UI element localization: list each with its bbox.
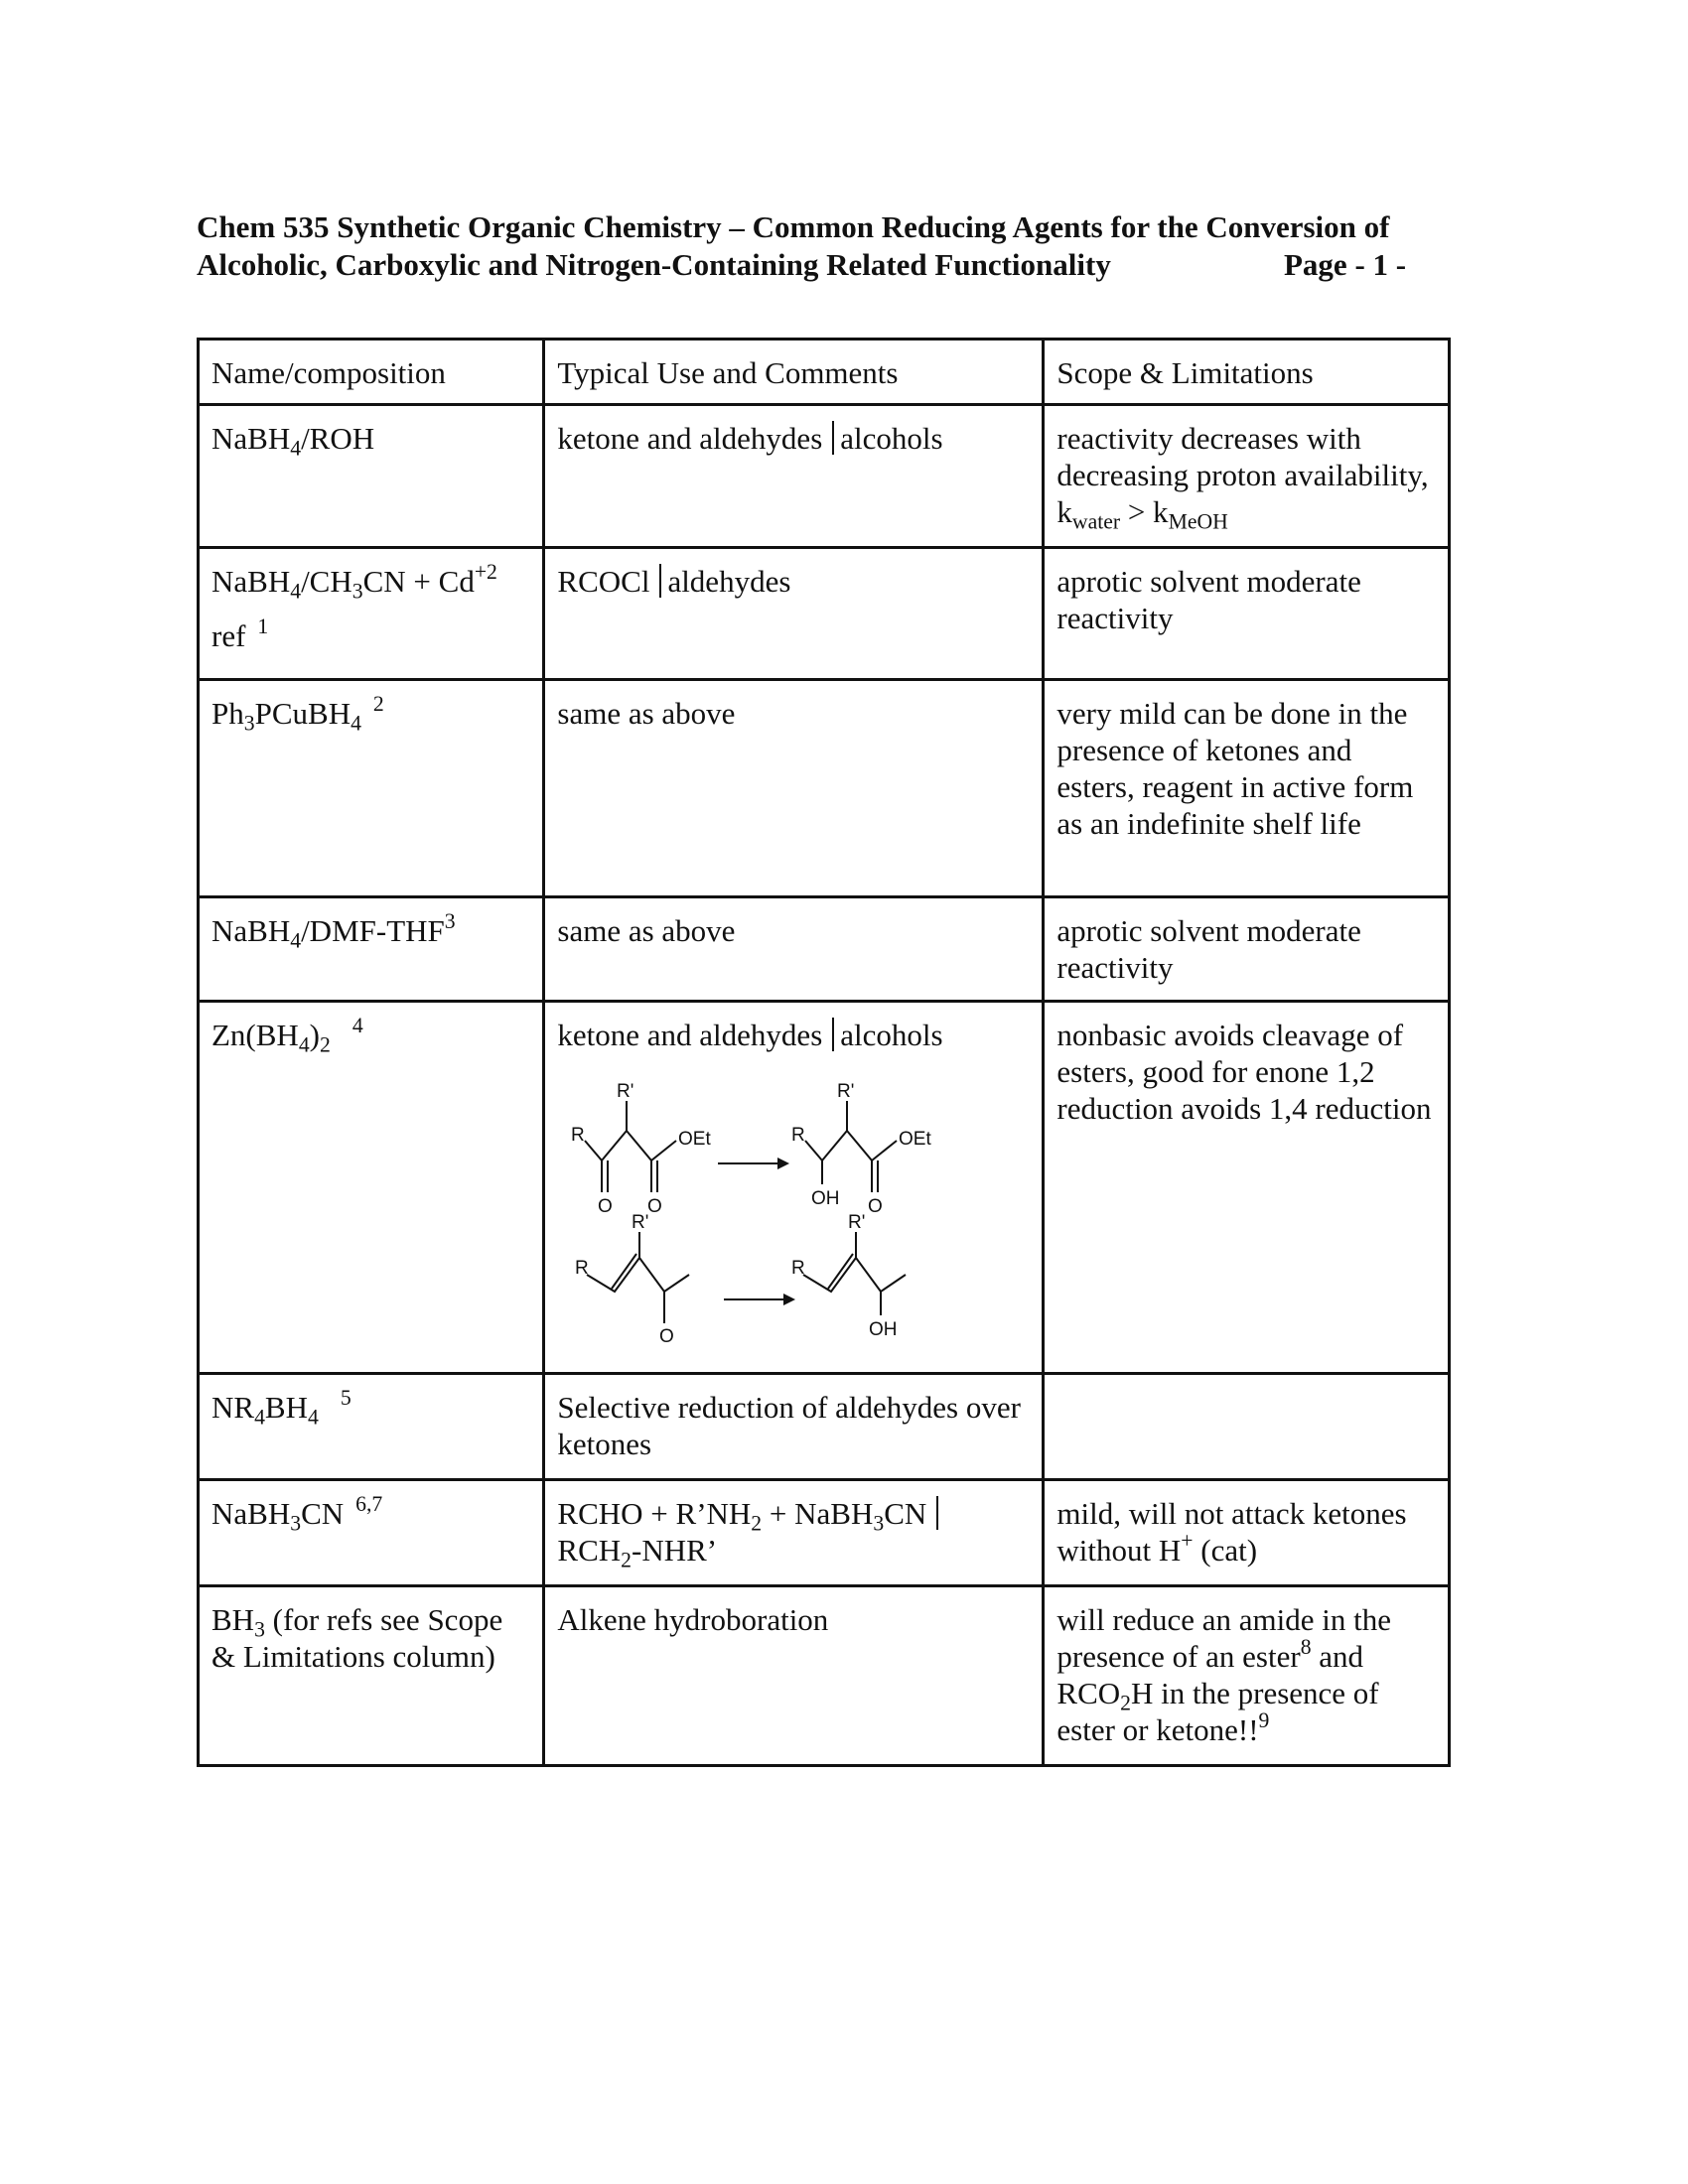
scope-cell: very mild can be done in the presence of ketones and esters, reagent in active form as an indefinite shelf life: [1044, 680, 1450, 897]
use-cell: Alkene hydroboration: [544, 1586, 1044, 1766]
table-row: [199, 548, 1450, 680]
scheme-label-rprime: R': [848, 1212, 866, 1233]
reagent-name-cell: NaBH$_4$/ROH: [199, 405, 544, 548]
page-number: Page - 1 -: [1284, 247, 1407, 282]
scheme-label-rprime: R': [632, 1212, 649, 1233]
scheme-label-r: R: [791, 1258, 806, 1279]
use-cell: RCOCl aldehydes: [544, 548, 1044, 680]
scheme-label-rprime: R': [617, 1081, 634, 1102]
conversion-bar: [936, 1496, 938, 1530]
reagent-name-cell: NaBH$_3$CN $^{6,7}$: [199, 1480, 544, 1586]
scheme-label-o: O: [659, 1326, 675, 1347]
scheme-label-o: O: [647, 1196, 663, 1217]
use-cell: same as above: [544, 680, 1044, 897]
conversion-bar: [659, 564, 661, 598]
table-row: [199, 1480, 1450, 1586]
table-header-row: [199, 340, 1450, 405]
header-title-line-2: Alcoholic, Carboxylic and Nitrogen-Containing Related Functionality: [197, 247, 1111, 282]
scheme-label-oet: OEt: [899, 1129, 932, 1150]
use-cell: Selective reduction of aldehydes over ketones: [544, 1374, 1044, 1480]
scope-cell: will reduce an amide in the presence of an ester$^8$ and $RCO_2H$ in the presence of ester or ketone!!$^9$: [1044, 1586, 1450, 1766]
table-row: [199, 405, 1450, 548]
reagent-name-cell: $Zn(BH_4)_2^4$: [199, 1002, 544, 1374]
scope-cell: [1044, 1374, 1450, 1480]
use-cell: RCHO + $R’NH_2$ + NaBH$_3$CN $RCH_2$-NHR’: [544, 1480, 1044, 1586]
table-row: [199, 680, 1450, 897]
reagent-name-cell: $NaBH_4/DMF-THF^3$: [199, 897, 544, 1002]
reagent-name-cell: $Ph_3PCuBH_4^2$: [199, 680, 544, 897]
scheme-label-oh: OH: [869, 1319, 898, 1340]
scheme-label-r: R: [571, 1125, 586, 1146]
reaction-scheme: [557, 1061, 1030, 1349]
reagent-name-cell: $NR_4BH_4^5$: [199, 1374, 544, 1480]
scheme-label-rprime: R': [837, 1081, 855, 1102]
scope-cell: aprotic solvent moderate reactivity: [1044, 548, 1450, 680]
scheme-label-o: O: [598, 1196, 614, 1217]
conversion-bar: [832, 1018, 834, 1051]
column-header-scope: Scope & Limitations: [1044, 340, 1450, 405]
conversion-bar: [832, 421, 834, 455]
reagent-name-cell: $BH_3$ (for refs see Scope & Limitations column): [199, 1586, 544, 1766]
scheme-label-r: R: [791, 1125, 806, 1146]
column-header-name: Name/composition: [199, 340, 544, 405]
table-row: [199, 1374, 1450, 1480]
table-row: [199, 1586, 1450, 1766]
use-cell: ketone and aldehydes alcohols R R' OEt O O R R' OEt OH O R R' O R R' OH: [544, 1002, 1044, 1374]
scope-cell: mild, will not attack ketones without H+ (cat): [1044, 1480, 1450, 1586]
reagent-name-cell: $NaBH_4/CH_3CN + Cd^{+2}$ ref $^1$: [199, 548, 544, 680]
header-title-line-1: Chem 535 Synthetic Organic Chemistry – Common Reducing Agents for the Conversion of: [197, 209, 1390, 244]
scheme-label-o: O: [868, 1196, 884, 1217]
use-cell: same as above: [544, 897, 1044, 1002]
scope-cell: aprotic solvent moderate reactivity: [1044, 897, 1450, 1002]
scheme-label-oh: OH: [811, 1188, 840, 1209]
reducing-agents-table: [197, 338, 1451, 1767]
use-cell: ketone and aldehydes alcohols: [544, 405, 1044, 548]
scope-cell: reactivity decreases with decreasing proton availability, $k_{water} > k_{MeOH}$: [1044, 405, 1450, 548]
scheme-label-r: R: [575, 1258, 590, 1279]
scope-cell: nonbasic avoids cleavage of esters, good for enone 1,2 reduction avoids 1,4 reduction: [1044, 1002, 1450, 1374]
table-row: [199, 897, 1450, 1002]
table-row: [199, 1002, 1450, 1374]
scheme-label-oet: OEt: [678, 1129, 712, 1150]
column-header-use: Typical Use and Comments: [544, 340, 1044, 405]
document-header: [197, 208, 1507, 284]
